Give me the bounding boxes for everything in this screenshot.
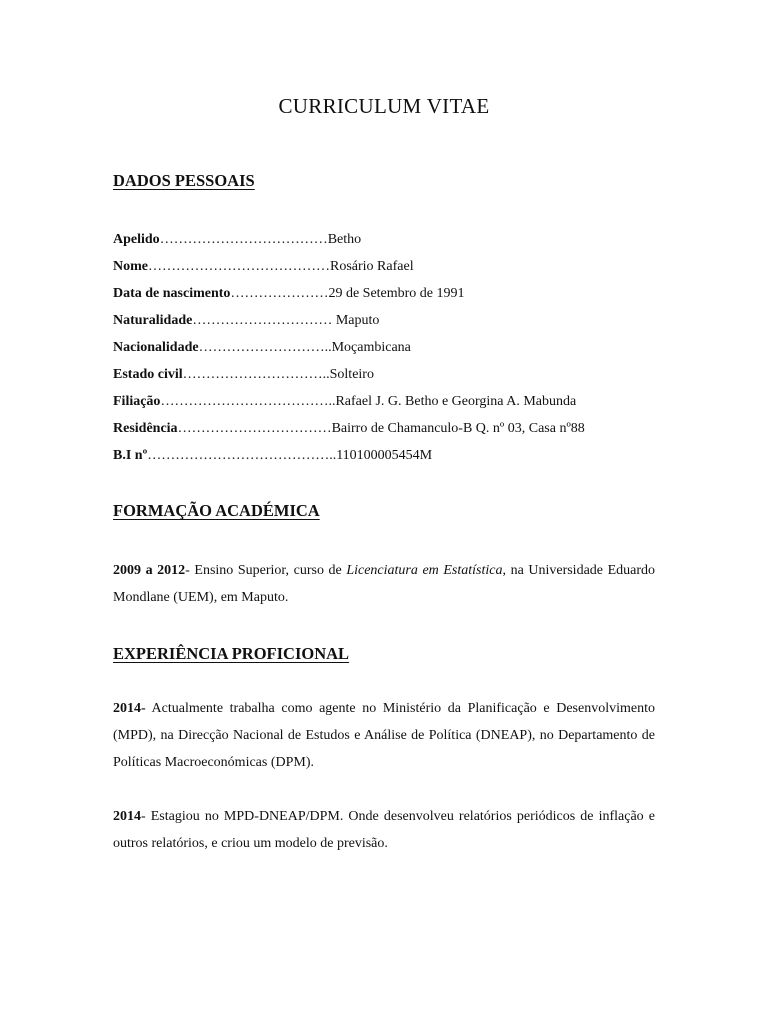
dot-leader: ……………………………….. [160, 394, 336, 409]
personal-row-bi [113, 446, 673, 473]
field-label: Estado civil [113, 367, 183, 382]
field-value: Rosário Rafael [330, 259, 414, 274]
dot-leader: …………………………… [177, 421, 332, 436]
experience-text: - Estagiou no MPD-DNEAP/DPM. Onde desenvolveu relatórios periódicos de inflação e outros relatórios, e criou um modelo de previsão. [113, 809, 655, 851]
dot-leader: ………………… [230, 286, 329, 301]
personal-row-nome [113, 257, 673, 284]
experience-year: 2014- [113, 701, 146, 716]
field-value: Maputo [335, 313, 380, 328]
experience-heading: EXPERIÊNCIA PROFICIONAL [113, 644, 350, 663]
experience-entry [113, 695, 655, 776]
field-value: Rafael J. G. Betho e Georgina A. Mabunda [335, 394, 577, 409]
education-year: 2009 a 2012 [113, 563, 186, 578]
field-label: Data de nascimento [113, 286, 231, 301]
education-text-before: - Ensino Superior, curso de [185, 563, 347, 578]
experience-entry [113, 803, 655, 857]
field-label: B.I nº [113, 448, 148, 463]
field-value: 110100005454M [336, 448, 433, 463]
field-value: 29 de Setembro de 1991 [328, 286, 465, 301]
field-label: Naturalidade [113, 313, 193, 328]
field-value: Solteiro [329, 367, 374, 382]
dot-leader: ……………………………… [159, 232, 328, 247]
personal-data-list [113, 230, 673, 473]
field-label: Apelido [113, 232, 160, 247]
experience-text: Actualmente trabalha como agente no Ministério da Planificação e Desenvolvimento (MPD), na Direcção Nacional de Estudos e Análise de Política (DNEAP), no Departamento de Políticas Macroeconómicas (DPM). [113, 701, 655, 770]
experience-year: 2014 [113, 809, 141, 824]
field-label: Nacionalidade [113, 340, 199, 355]
personal-row-nacionalidade [113, 338, 673, 365]
education-heading: FORMAÇÃO ACADÉMICA [113, 501, 320, 520]
personal-row-data-nascimento [113, 284, 673, 311]
field-label: Filiação [113, 394, 161, 409]
field-value: Bairro de Chamanculo-B Q. nº 03, Casa nº88 [331, 421, 585, 436]
personal-row-residencia [113, 419, 673, 446]
education-text-after: , na Universidade Eduardo Mondlane (UEM), em Maputo. [113, 563, 656, 605]
personal-data-heading: DADOS PESSOAIS [113, 171, 255, 190]
dot-leader: ………………………………….. [147, 448, 337, 463]
field-label: Residência [113, 421, 178, 436]
personal-row-naturalidade [113, 311, 673, 338]
document-title: CURRICULUM VITAE [278, 94, 490, 118]
dot-leader: ………………………….. [182, 367, 330, 382]
education-course: Licenciatura em Estatística [346, 563, 503, 578]
personal-row-estado-civil [113, 365, 673, 392]
field-label: Nome [113, 259, 148, 274]
field-value: Betho [327, 232, 362, 247]
personal-row-filiacao [113, 392, 673, 419]
dot-leader: ……………………….. [198, 340, 332, 355]
dot-leader: ………………………………… [148, 259, 330, 274]
dot-leader: ………………………… [192, 313, 336, 328]
personal-row-apelido [113, 230, 673, 257]
education-entry [113, 557, 655, 611]
field-value: Moçambicana [331, 340, 411, 355]
